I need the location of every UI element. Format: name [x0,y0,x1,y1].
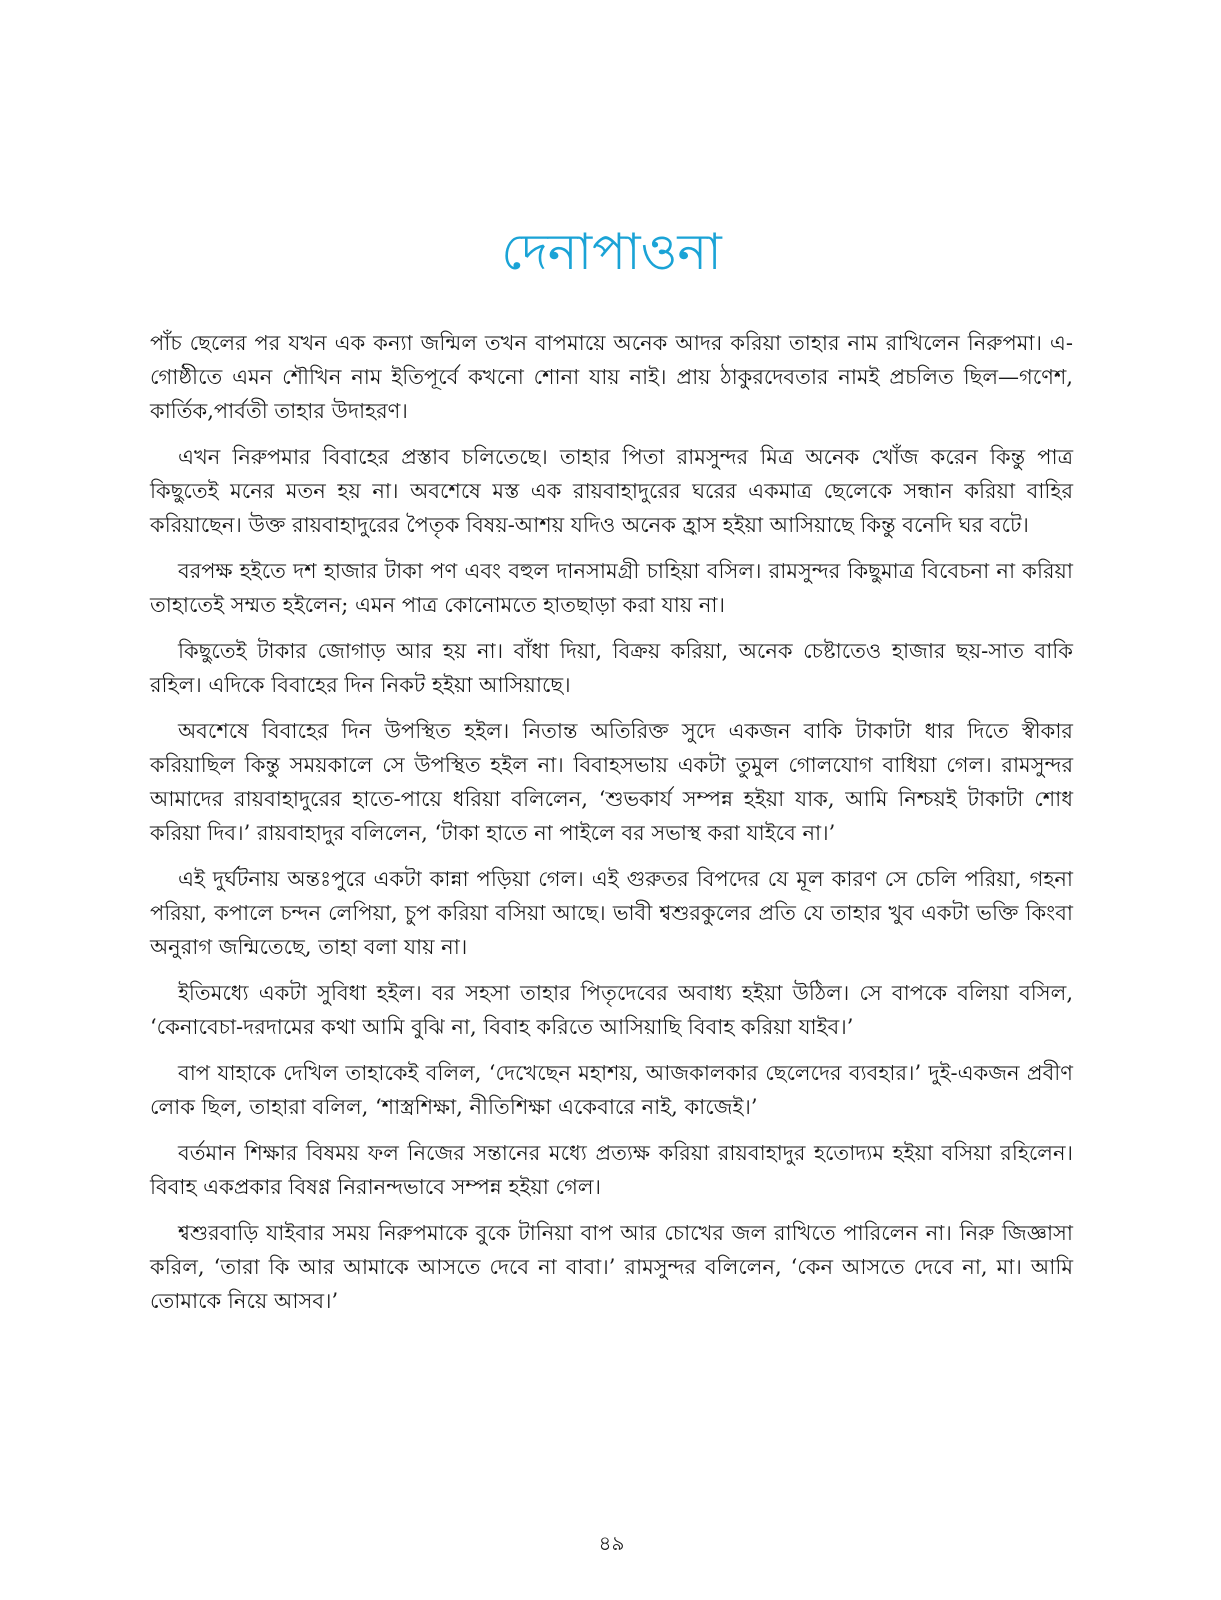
paragraph: এখন নিরুপমার বিবাহের প্রস্তাব চলিতেছে। তাহার পিতা রামসুন্দর মিত্র অনেক খোঁজ করেন কিন্তু পাত্র কিছুতেই মনের মতন হয় না। অবশেষে মস্ত এক রায়বাহাদুরের ঘরের একমাত্র ছেলেকে সন্ধান করিয়া বাহির করিয়াছেন। উক্ত রায়বাহাদুরের পৈতৃক বিষয়-আশয় যদিও অনেক হ্রাস হইয়া আসিয়াছে কিন্তু বনেদি ঘর বটে। [150,445,1073,537]
paragraph: বাপ যাহাকে দেখিল তাহাকেই বলিল, ‘দেখেছেন মহাশয়, আজকালকার ছেলেদের ব্যবহার।’ দুই-একজন প্রবীণ লোক ছিল, তাহারা বলিল, ‘শাস্ত্রশিক্ষা, নীতিশিক্ষা একেবারে নাই, কাজেই।’ [150,1061,1073,1119]
paragraph: শ্বশুরবাড়ি যাইবার সময় নিরুপমাকে বুকে টানিয়া বাপ আর চোখের জল রাখিতে পারিলেন না। নিরু জিজ্ঞাসা করিল, ‘তারা কি আর আমাকে আসতে দেবে না বাবা।’ রামসুন্দর বলিলেন, ‘কেন আসতে দেবে না, মা। আমি তোমাকে নিয়ে আসব।’ [150,1221,1073,1313]
page-title: দেনাপাওনা [501,223,722,281]
page-number: ৪৯ [598,1531,625,1555]
paragraph: কিছুতেই টাকার জোগাড় আর হয় না। বাঁধা দিয়া, বিক্রয় করিয়া, অনেক চেষ্টাতেও হাজার ছয়-সাত বাকি রহিল। এদিকে বিবাহের দিন নিকট হইয়া আসিয়াছে। [150,639,1073,697]
paragraph: পাঁচ ছেলের পর যখন এক কন্যা জন্মিল তখন বাপমায়ে অনেক আদর করিয়া তাহার নাম রাখিলেন নিরুপমা। এ-গোষ্ঠীতে এমন শৌখিন নাম ইতিপূর্বে কখনো শোনা যায় নাই। প্রায় ঠাকুরদেবতার নামই প্রচলিত ছিল—গণেশ, কার্তিক,পার্বতী তাহার উদাহরণ। [150,331,1073,423]
paragraph: বরপক্ষ হইতে দশ হাজার টাকা পণ এবং বহুল দানসামগ্রী চাহিয়া বসিল। রামসুন্দর কিছুমাত্র বিবেচনা না করিয়া তাহাতেই সম্মত হইলেন; এমন পাত্র কোনোমতে হাতছাড়া করা যায় না। [150,559,1073,617]
story-body [150,326,1073,1330]
document-page [150,0,1073,1600]
paragraph: এই দুর্ঘটনায় অন্তঃপুরে একটা কান্না পড়িয়া গেল। এই গুরুতর বিপদের যে মূল কারণ সে চেলি পরিয়া, গহনা পরিয়া, কপালে চন্দন লেপিয়া, চুপ করিয়া বসিয়া আছে। ভাবী শ্বশুরকুলের প্রতি যে তাহার খুব একটা ভক্তি কিংবা অনুরাগ জন্মিতেছে, তাহা বলা যায় না। [150,867,1073,959]
paragraph: বর্তমান শিক্ষার বিষময় ফল নিজের সন্তানের মধ্যে প্রত্যক্ষ করিয়া রায়বাহাদুর হতোদ্যম হইয়া বসিয়া রহিলেন। বিবাহ একপ্রকার বিষণ্ণ নিরানন্দভাবে সম্পন্ন হইয়া গেল। [150,1141,1073,1199]
paragraph: অবশেষে বিবাহের দিন উপস্থিত হইল। নিতান্ত অতিরিক্ত সুদে একজন বাকি টাকাটা ধার দিতে স্বীকার করিয়াছিল কিন্তু সময়কালে সে উপস্থিত হইল না। বিবাহসভায় একটা তুমুল গোলযোগ বাধিয়া গেল। রামসুন্দর আমাদের রায়বাহাদুরের হাতে-পায়ে ধরিয়া বলিলেন, ‘শুভকার্য সম্পন্ন হইয়া যাক, আমি নিশ্চয়ই টাকাটা শোধ করিয়া দিব।’ রায়বাহাদুর বলিলেন, ‘টাকা হাতে না পাইলে বর সভাস্থ করা যাইবে না।’ [150,719,1073,845]
paragraph: ইতিমধ্যে একটা সুবিধা হইল। বর সহসা তাহার পিতৃদেবের অবাধ্য হইয়া উঠিল। সে বাপকে বলিয়া বসিল, ‘কেনাবেচা-দরদামের কথা আমি বুঝি না, বিবাহ করিতে আসিয়াছি বিবাহ করিয়া যাইব।’ [150,981,1073,1039]
